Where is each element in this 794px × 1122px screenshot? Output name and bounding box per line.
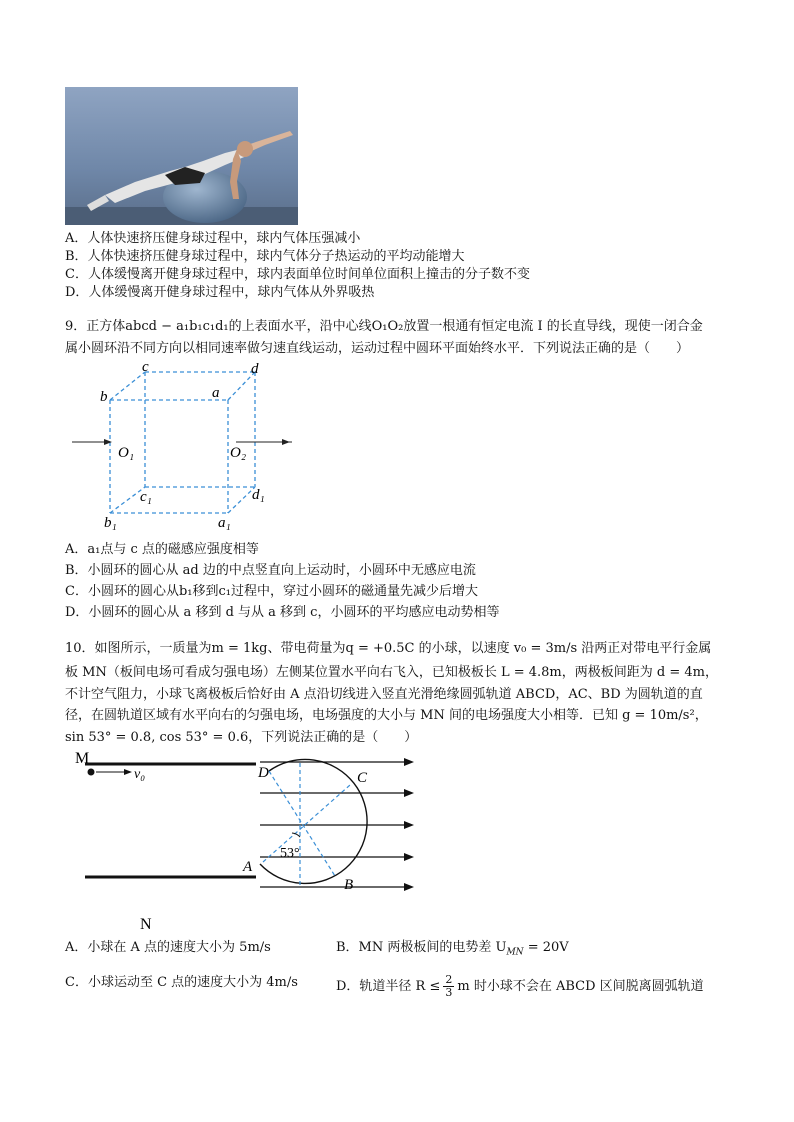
q10-option-d (336, 974, 704, 999)
fraction-denominator: 3 (445, 986, 453, 999)
label-d1: d₁ (252, 487, 265, 503)
label-m: M (75, 750, 90, 767)
fraction-numerator: 2 (445, 973, 453, 986)
q8-option-d: D．人体缓慢离开健身球过程中，球内气体从外界吸热 (65, 285, 375, 300)
q10-option-a: A．小球在 A 点的速度大小为 5m/s (65, 940, 271, 955)
q10-option-c: C．小球运动至 C 点的速度大小为 4m/s (65, 975, 298, 990)
q9-option-a: A．a₁点与 c 点的磁感应强度相等 (65, 542, 259, 557)
q8-option-b: B．人体快速挤压健身球过程中，球内气体分子热运动的平均动能增大 (65, 249, 465, 264)
q10-stem-line2: 板 MN（板间电场可看成匀强电场）左侧某位置水平向右飞入，已知极板长 L = 4.8m，两极板间距为 d = 4m， (65, 665, 718, 680)
label-angle: 53° (280, 846, 300, 861)
q10-stem-line5: sin 53° = 0.8, cos 53° = 0.6，下列说法正确的是（ ） (65, 730, 418, 745)
label-v0: v₀ (134, 767, 146, 782)
label-c1: c₁ (140, 489, 152, 505)
label-n: N (140, 916, 152, 933)
q10-option-b-sub: MN (506, 947, 524, 958)
q8-option-a: A．人体快速挤压健身球过程中，球内气体压强减小 (65, 231, 361, 246)
q10-stem-line4: 径，在圆轨道区域有水平向右的匀强电场，电场强度的大小与 MN 间的电场强度大小相等．已知 g = 10m/s²， (65, 708, 708, 723)
q8-option-c: C．人体缓慢离开健身球过程中，球内表面单位时间单位面积上撞击的分子数不变 (65, 267, 530, 282)
q10-stem-line1: 10．如图所示，一质量为m = 1kg、带电荷量为q = +0.5C 的小球，以速度 v₀ = 3m/s 沿两正对带电平行金属 (65, 641, 712, 656)
q9-option-b: B．小圆环的圆心从 ad 边的中点竖直向上运动时，小圆环中无感应电流 (65, 563, 476, 578)
label-o1: O₁ (118, 445, 135, 461)
label-c: c (142, 359, 149, 375)
label-d: d (251, 361, 259, 377)
q10-option-d-post: m 时小球不会在 ABCD 区间脱离圆弧轨道 (457, 979, 704, 994)
label-b1: b₁ (104, 515, 117, 531)
q10-option-d-pre: D．轨道半径 R ≤ (336, 979, 441, 994)
q9-option-d: D．小圆环的圆心从 a 移到 d 与从 a 移到 c，小圆环的平均感应电动势相等 (65, 605, 500, 620)
q10-option-b-tail: = 20V (523, 940, 569, 955)
label-a1: a₁ (218, 515, 231, 531)
q10-option-b (336, 939, 569, 962)
label-a: a (212, 385, 220, 401)
label-b: b (100, 389, 108, 405)
cube-diagram (60, 355, 300, 535)
fraction (443, 974, 454, 999)
q10-option-b-text: B．MN 两极板间的电势差 U (336, 940, 507, 955)
label-o2: O₂ (230, 445, 247, 461)
q9-stem-line2: 属小圆环沿不同方向以相同速率做匀速直线运动，运动过程中圆环平面始终水平．下列说法正确的是（ ） (65, 341, 690, 356)
label-a-point: A (243, 859, 253, 875)
q9-stem-line1: 9．正方体abcd − a₁b₁c₁d₁的上表面水平，沿中心线O₁O₂放置一根通有恒定电流 I 的长直导线，现使一闭合金 (65, 319, 703, 334)
circuit-track-diagram (60, 745, 430, 935)
label-c-point: C (357, 770, 368, 786)
exercise-ball-photo (65, 87, 298, 225)
label-b-point: B (344, 877, 354, 893)
q10-stem-line3: 不计空气阻力，小球飞离极板后恰好由 A 点沿切线进入竖直光滑绝缘圆弧轨道 ABCD，AC、BD 为圆轨道的直 (65, 687, 703, 702)
q9-option-c: C．小圆环的圆心从b₁移到c₁过程中，穿过小圆环的磁通量先减少后增大 (65, 584, 478, 599)
label-d-point: D (258, 765, 269, 781)
